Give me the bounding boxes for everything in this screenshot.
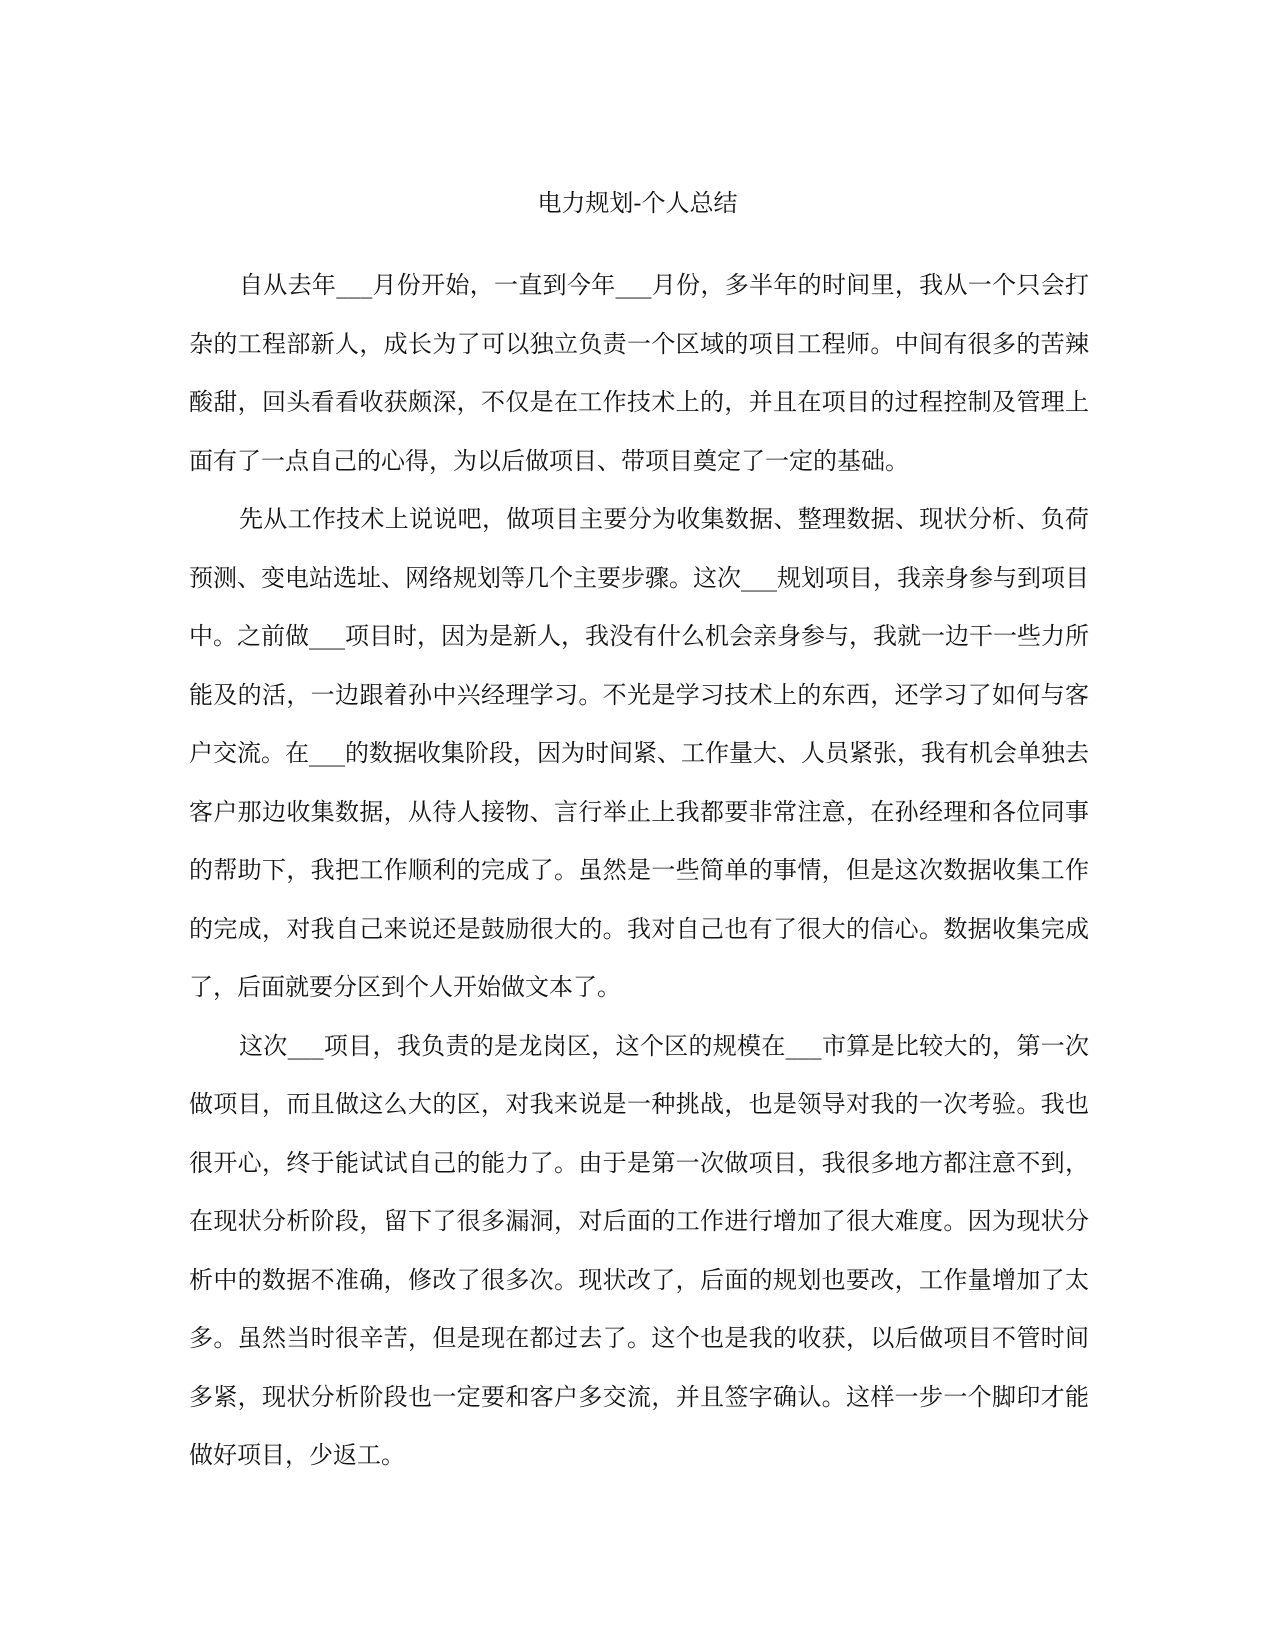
paragraph-2: 先从工作技术上说说吧，做项目主要分为收集数据、整理数据、现状分析、负荷预测、变电站选址、网络规划等几个主要步骤。这次___规划项目，我亲身参与到项目中。之前做___项目时，因为是新人，我没有什么机会亲身参与，我就一边干一些力所能及的活，一边跟着孙中兴经理学习。不光是学习技术上的东西，还学习了如何与客户交流。在___的数据收集阶段，因为时间紧、工作量大、人员紧张，我有机会单独去客户那边收集数据，从待人接物、言行举止上我都要非常注意，在孙经理和各位同事的帮助下，我把工作顺利的完成了。虽然是一些简单的事情，但是这次数据收集工作的完成，对我自己来说还是鼓励很大的。我对自己也有了很大的信心。数据收集完成了，后面就要分区到个人开始做文本了。 (189, 505, 1089, 1001)
paragraph-1: 自从去年___月份开始，一直到今年___月份，多半年的时间里，我从一个只会打杂的工程部新人，成长为了可以独立负责一个区域的项目工程师。中间有很多的苦辣酸甜，回头看看收获颇深，不仅是在工作技术上的，并且在项目的过程控制及管理上面有了一点自己的心得，为以后做项目、带项目奠定了一定的基础。 (189, 271, 1089, 475)
document-body (189, 256, 1089, 1485)
paragraph-3: 这次___项目，我负责的是龙岗区，这个区的规模在___市算是比较大的，第一次做项目，而且做这么大的区，对我来说是一种挑战，也是领导对我的一次考验。我也很开心，终于能试试自己的能力了。由于是第一次做项目，我很多地方都注意不到，在现状分析阶段，留下了很多漏洞，对后面的工作进行增加了很大难度。因为现状分析中的数据不准确，修改了很多次。现状改了，后面的规划也要改，工作量增加了太多。虽然当时很辛苦，但是现在都过去了。这个也是我的收获，以后做项目不管时间多紧，现状分析阶段也一定要和客户多交流，并且签字确认。这样一步一个脚印才能做好项目，少返工。 (189, 1031, 1089, 1469)
document-title: 电力规划-个人总结 (537, 189, 738, 217)
